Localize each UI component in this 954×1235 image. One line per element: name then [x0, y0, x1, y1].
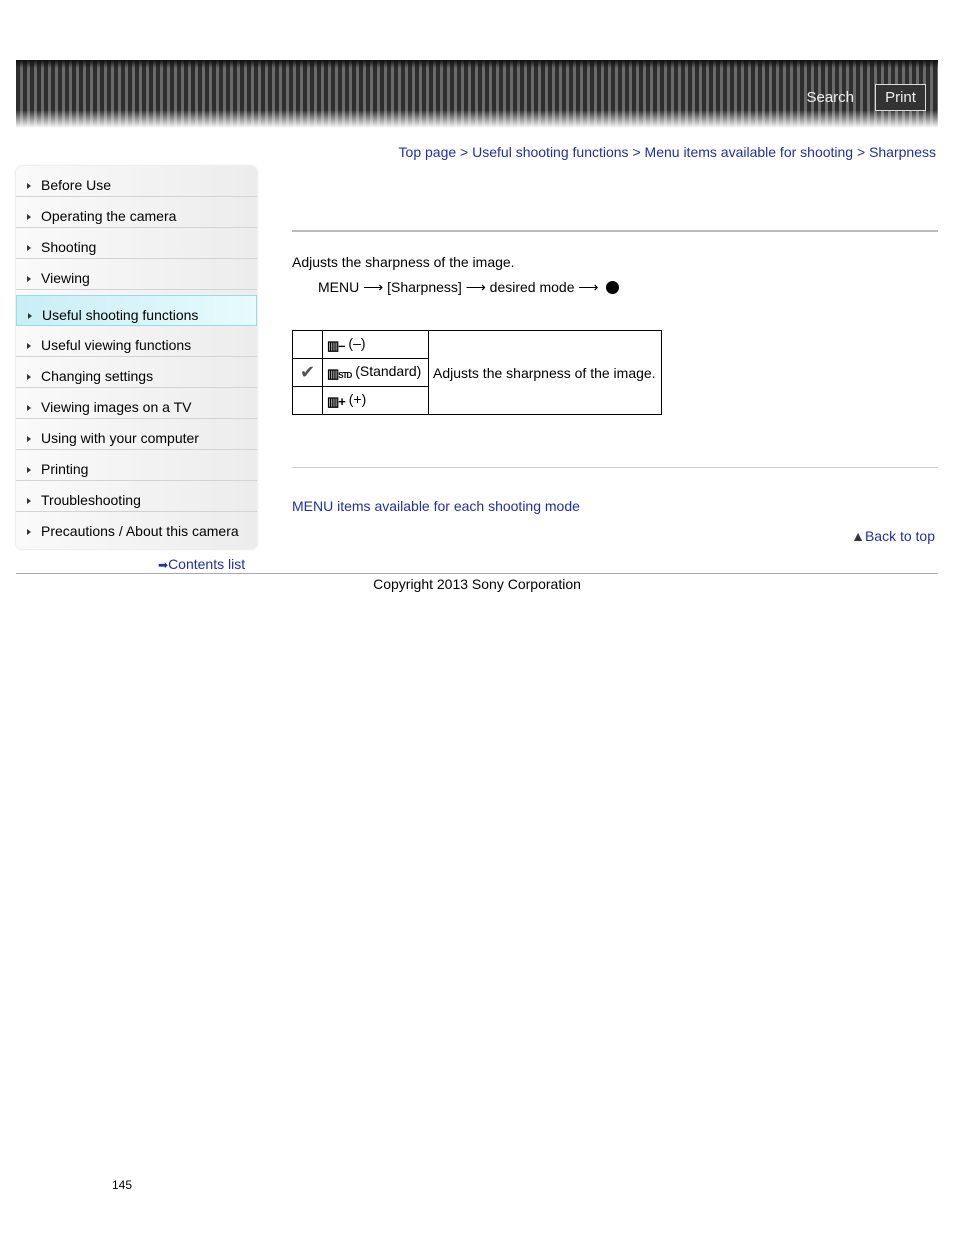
sidebar-item-label: Useful shooting functions: [42, 307, 199, 323]
sidebar-item-useful-viewing[interactable]: [16, 326, 257, 357]
footer-divider: [16, 573, 938, 574]
triangle-right-icon: [27, 214, 31, 220]
copyright: Copyright 2013 Sony Corporation: [373, 576, 581, 592]
breadcrumb-top-page[interactable]: Top page: [398, 144, 457, 160]
sidebar-item-computer[interactable]: [16, 419, 257, 450]
sidebar-nav: [16, 166, 257, 549]
option-cell: [323, 387, 429, 415]
page-number: 145: [112, 1178, 133, 1192]
sidebar-item-useful-shooting[interactable]: [16, 295, 257, 326]
sidebar-item-viewing[interactable]: [16, 259, 257, 290]
arrow-right-icon: ⟶: [465, 279, 486, 295]
step-desired-mode: desired mode: [489, 279, 575, 295]
breadcrumb-separator: >: [460, 144, 469, 160]
print-button[interactable]: Print: [875, 84, 926, 111]
sidebar-item-operating[interactable]: [16, 197, 257, 228]
sidebar-item-shooting[interactable]: [16, 228, 257, 259]
sharpness-plus-icon: ▥+: [327, 394, 345, 409]
menu-steps: [318, 279, 619, 296]
arrow-right-icon: ⟶: [578, 279, 599, 295]
triangle-right-icon: [27, 498, 31, 504]
step-sharpness: [Sharpness]: [387, 279, 462, 295]
breadcrumb-separator: >: [632, 144, 641, 160]
check-cell: [293, 331, 323, 359]
breadcrumb-menu-items[interactable]: Menu items available for shooting: [644, 144, 854, 160]
sidebar-item-before-use[interactable]: [16, 166, 257, 197]
triangle-right-icon: [27, 529, 31, 535]
triangle-right-icon: [27, 343, 31, 349]
sidebar-item-label: Before Use: [41, 177, 112, 193]
title-divider: [292, 230, 938, 232]
table-description: Adjusts the sharpness of the image.: [429, 331, 662, 415]
sidebar-item-tv[interactable]: [16, 388, 257, 419]
triangle-right-icon: [28, 313, 32, 319]
sidebar-item-changing-settings[interactable]: [16, 357, 257, 388]
sidebar-item-label: Useful viewing functions: [41, 337, 192, 353]
back-to-top-label: Back to top: [864, 528, 935, 544]
triangle-right-icon: [27, 374, 31, 380]
checkmark-icon: ✔: [293, 359, 323, 387]
breadcrumb: [399, 144, 936, 160]
sidebar-item-printing[interactable]: [16, 450, 257, 481]
arrow-right-icon: ⟶: [363, 279, 384, 295]
contents-list-link[interactable]: [158, 556, 245, 572]
divider: [292, 467, 938, 468]
triangle-right-icon: [27, 436, 31, 442]
breadcrumb-sharpness[interactable]: Sharpness: [869, 144, 936, 160]
contents-list-label: Contents list: [168, 556, 246, 572]
description: Adjusts the sharpness of the image.: [292, 254, 515, 270]
triangle-right-icon: [27, 183, 31, 189]
triangle-up-icon: ▲: [851, 528, 865, 544]
sidebar-item-label: Precautions / About this camera: [41, 523, 239, 539]
option-label: (–): [348, 335, 366, 351]
sharpness-minus-icon: ▥–: [327, 338, 345, 353]
header-bar: [16, 60, 938, 128]
sidebar-item-label: Printing: [41, 461, 89, 477]
sidebar-item-label: Viewing images on a TV: [41, 399, 192, 415]
step-menu: MENU: [318, 279, 360, 295]
related-link[interactable]: MENU items available for each shooting mode: [292, 498, 580, 514]
sidebar-item-precautions[interactable]: [16, 512, 257, 543]
table-row: [293, 331, 662, 359]
breadcrumb-separator: >: [856, 144, 866, 160]
center-button-icon: [606, 281, 619, 294]
triangle-right-icon: [27, 276, 31, 282]
option-cell: [323, 331, 429, 359]
sharpness-standard-icon: ▥STD: [327, 366, 352, 381]
check-cell: [293, 387, 323, 415]
sidebar-item-label: Using with your computer: [41, 430, 199, 446]
sharpness-table: [292, 330, 662, 415]
sidebar-item-label: Troubleshooting: [41, 492, 141, 508]
search-link[interactable]: Search: [806, 89, 854, 106]
breadcrumb-useful-shooting[interactable]: Useful shooting functions: [472, 144, 629, 160]
option-label: (Standard): [355, 363, 422, 379]
sidebar-item-troubleshooting[interactable]: [16, 481, 257, 512]
sidebar-item-label: Operating the camera: [41, 208, 177, 224]
option-cell: [323, 359, 429, 387]
sidebar-item-label: Viewing: [41, 270, 90, 286]
triangle-right-icon: [27, 245, 31, 251]
option-label: (+): [348, 391, 367, 407]
sidebar-item-label: Changing settings: [41, 368, 154, 384]
sidebar-item-label: Shooting: [41, 239, 97, 255]
triangle-right-icon: [27, 467, 31, 473]
triangle-right-icon: [27, 405, 31, 411]
arrow-right-icon: ➡: [158, 558, 169, 572]
back-to-top-link[interactable]: [851, 528, 935, 544]
